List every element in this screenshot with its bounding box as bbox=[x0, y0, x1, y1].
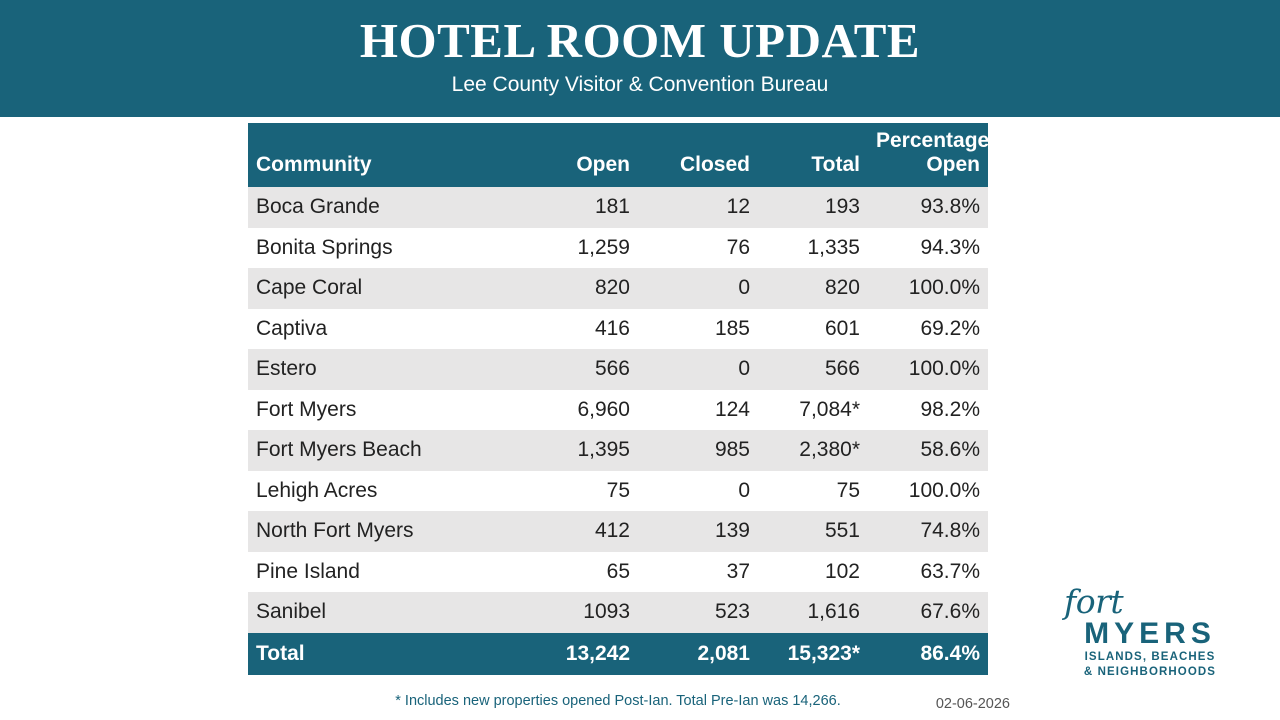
column-header-percentage-open bbox=[868, 123, 988, 187]
cell-community: North Fort Myers bbox=[248, 511, 498, 552]
cell-percentage-open: 69.2% bbox=[868, 309, 988, 350]
table-footer bbox=[248, 633, 988, 675]
table-row bbox=[248, 228, 988, 269]
column-header-open: Open bbox=[498, 123, 638, 187]
cell-community: Captiva bbox=[248, 309, 498, 350]
cell-total: 1,335 bbox=[758, 228, 868, 269]
cell-community: Bonita Springs bbox=[248, 228, 498, 269]
footnote: * Includes new properties opened Post-Ian. Total Pre-Ian was 14,266. bbox=[395, 693, 841, 709]
cell-open: 65 bbox=[498, 552, 638, 593]
cell-community: Cape Coral bbox=[248, 268, 498, 309]
cell-open: 412 bbox=[498, 511, 638, 552]
table-row bbox=[248, 309, 988, 350]
cell-total: 566 bbox=[758, 349, 868, 390]
cell-closed: 76 bbox=[638, 228, 758, 269]
cell-open: 1093 bbox=[498, 592, 638, 633]
table-row bbox=[248, 471, 988, 512]
cell-community: Estero bbox=[248, 349, 498, 390]
cell-open: 75 bbox=[498, 471, 638, 512]
cell-open: 1,259 bbox=[498, 228, 638, 269]
hotel-room-table bbox=[248, 123, 988, 675]
table-body bbox=[248, 187, 988, 633]
cell-closed: 139 bbox=[638, 511, 758, 552]
page-title: HOTEL ROOM UPDATE bbox=[359, 13, 921, 68]
cell-open: 566 bbox=[498, 349, 638, 390]
page-subtitle: Lee County Visitor & Convention Bureau bbox=[451, 73, 829, 96]
cell-percentage-open: 63.7% bbox=[868, 552, 988, 593]
column-header-percentage-line2: Open bbox=[926, 153, 980, 176]
date-stamp: 02-06-2026 bbox=[935, 696, 1010, 712]
cell-percentage-open: 94.3% bbox=[868, 228, 988, 269]
logo-tagline-line1: ISLANDS, BEACHES bbox=[1084, 651, 1216, 663]
logo-fort-script: fort bbox=[1064, 582, 1124, 621]
cell-percentage-open: 74.8% bbox=[868, 511, 988, 552]
cell-closed: 37 bbox=[638, 552, 758, 593]
cell-total: 601 bbox=[758, 309, 868, 350]
table-row bbox=[248, 187, 988, 228]
cell-community: Sanibel bbox=[248, 592, 498, 633]
cell-total: 1,616 bbox=[758, 592, 868, 633]
column-header-percentage-line1: Percentage bbox=[876, 129, 990, 152]
cell-closed: 985 bbox=[638, 430, 758, 471]
cell-closed: 0 bbox=[638, 349, 758, 390]
total-percentage-open: 86.4% bbox=[868, 633, 988, 675]
cell-percentage-open: 98.2% bbox=[868, 390, 988, 431]
table-row bbox=[248, 268, 988, 309]
table-row bbox=[248, 349, 988, 390]
cell-total: 820 bbox=[758, 268, 868, 309]
cell-open: 1,395 bbox=[498, 430, 638, 471]
cell-closed: 12 bbox=[638, 187, 758, 228]
cell-closed: 523 bbox=[638, 592, 758, 633]
hotel-room-table-container bbox=[248, 123, 988, 675]
logo-myers-text: MYERS bbox=[1084, 617, 1216, 650]
cell-percentage-open: 100.0% bbox=[868, 471, 988, 512]
cell-total: 2,380* bbox=[758, 430, 868, 471]
table-row bbox=[248, 511, 988, 552]
table-row bbox=[248, 592, 988, 633]
table-header-row bbox=[248, 123, 988, 187]
column-header-total: Total bbox=[758, 123, 868, 187]
cell-community: Fort Myers Beach bbox=[248, 430, 498, 471]
column-header-closed: Closed bbox=[638, 123, 758, 187]
cell-percentage-open: 100.0% bbox=[868, 268, 988, 309]
cell-open: 6,960 bbox=[498, 390, 638, 431]
cell-open: 416 bbox=[498, 309, 638, 350]
cell-percentage-open: 58.6% bbox=[868, 430, 988, 471]
cell-community: Lehigh Acres bbox=[248, 471, 498, 512]
cell-closed: 185 bbox=[638, 309, 758, 350]
cell-closed: 0 bbox=[638, 471, 758, 512]
total-total: 15,323* bbox=[758, 633, 868, 675]
table-row bbox=[248, 552, 988, 593]
cell-open: 181 bbox=[498, 187, 638, 228]
table-row bbox=[248, 430, 988, 471]
cell-percentage-open: 67.6% bbox=[868, 592, 988, 633]
cell-community: Pine Island bbox=[248, 552, 498, 593]
cell-total: 551 bbox=[758, 511, 868, 552]
cell-total: 193 bbox=[758, 187, 868, 228]
table-total-row bbox=[248, 633, 988, 675]
cell-total: 75 bbox=[758, 471, 868, 512]
cell-total: 102 bbox=[758, 552, 868, 593]
total-closed: 2,081 bbox=[638, 633, 758, 675]
table-row bbox=[248, 390, 988, 431]
total-open: 13,242 bbox=[498, 633, 638, 675]
column-header-community: Community bbox=[248, 123, 498, 187]
cell-community: Fort Myers bbox=[248, 390, 498, 431]
table-header bbox=[248, 123, 988, 187]
cell-closed: 0 bbox=[638, 268, 758, 309]
logo-tagline-line2: & NEIGHBORHOODS bbox=[1083, 665, 1217, 678]
cell-closed: 124 bbox=[638, 390, 758, 431]
title-band bbox=[0, 0, 1280, 117]
cell-total: 7,084* bbox=[758, 390, 868, 431]
total-label: Total bbox=[248, 633, 498, 675]
cell-open: 820 bbox=[498, 268, 638, 309]
fort-myers-logo bbox=[1050, 582, 1250, 678]
cell-percentage-open: 100.0% bbox=[868, 349, 988, 390]
cell-percentage-open: 93.8% bbox=[868, 187, 988, 228]
cell-community: Boca Grande bbox=[248, 187, 498, 228]
